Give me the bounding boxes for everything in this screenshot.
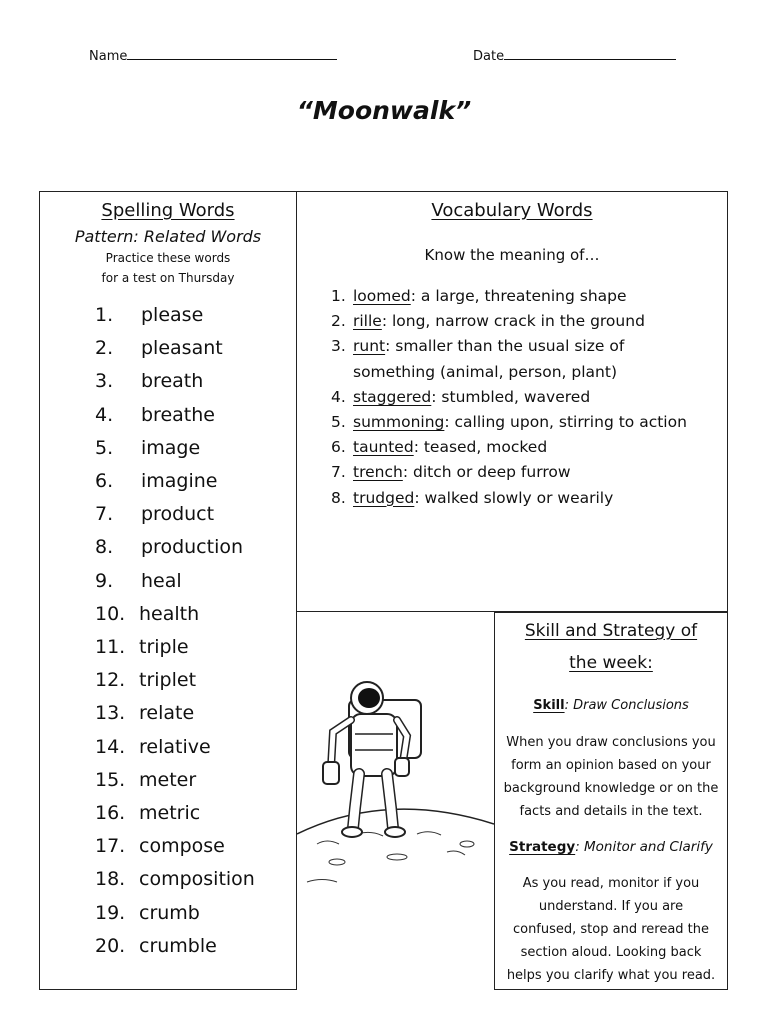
name-line[interactable]: [127, 48, 337, 60]
skill-text-line: background knowledge or on the: [503, 781, 719, 796]
strategy-text-line: section aloud. Looking back: [520, 945, 702, 960]
strategy-text-line: As you read, monitor if you: [522, 876, 700, 891]
spelling-item-number: 17.: [95, 835, 126, 858]
vocabulary-words-box: [296, 191, 728, 612]
vocabulary-word: trench: [353, 463, 403, 482]
vocabulary-item: [331, 463, 571, 481]
spelling-item-number: 15.: [95, 768, 126, 791]
spelling-item-word: relative: [139, 735, 211, 758]
vocabulary-word: trudged: [353, 488, 415, 507]
skill-value: : Draw Conclusions: [564, 698, 689, 713]
strategy-text-line: confused, stop and reread the: [512, 922, 710, 937]
vocabulary-word: summoning: [353, 413, 445, 431]
vocabulary-definition: : long, narrow crack in the ground: [381, 312, 645, 331]
vocabulary-heading: Vocabulary Words: [431, 200, 593, 221]
spelling-note-line2: for a test on Thursday: [101, 271, 235, 285]
spelling-item-word: triple: [139, 636, 189, 658]
spelling-item-word: health: [139, 602, 200, 625]
vocabulary-word: runt: [353, 337, 386, 356]
spelling-item-word: heal: [141, 569, 182, 592]
spelling-item-word: pleasant: [141, 337, 223, 360]
spelling-item-number: 6.: [95, 470, 114, 492]
spelling-item-number: 2.: [95, 337, 114, 360]
skill-heading-line1: Skill and Strategy of: [524, 621, 698, 641]
spelling-item-number: 4.: [95, 403, 114, 426]
strategy-description: [495, 872, 727, 987]
spelling-item-number: 1.: [95, 304, 114, 326]
vocabulary-item-number: 4.: [331, 387, 346, 406]
spelling-item-number: 14.: [95, 735, 126, 758]
vocabulary-definition: something (animal, person, plant): [353, 362, 617, 381]
vocabulary-definition: : stumbled, wavered: [431, 387, 591, 406]
skill-heading-line2: the week:: [569, 653, 653, 673]
spelling-item-number: 8.: [95, 536, 114, 559]
spelling-heading: Spelling Words: [101, 200, 235, 221]
page-title: “Moonwalk”: [296, 96, 472, 125]
spelling-item-word: composition: [139, 868, 255, 891]
vocabulary-definition: : ditch or deep furrow: [402, 463, 571, 482]
vocabulary-word: taunted: [353, 438, 414, 457]
vocabulary-item-number: 8.: [331, 488, 346, 507]
spelling-item-number: 3.: [95, 370, 114, 393]
strategy-text-line: helps you clarify what you read.: [506, 968, 716, 983]
name-field: [89, 48, 337, 64]
spelling-item-number: 11.: [95, 636, 126, 658]
vocabulary-item-number: 7.: [331, 463, 346, 482]
vocabulary-item-number: 6.: [331, 438, 346, 457]
vocabulary-item: [331, 388, 590, 406]
spelling-item-number: 19.: [95, 901, 126, 924]
vocabulary-word: rille: [353, 312, 382, 331]
vocabulary-definition: : smaller than the usual size of: [385, 337, 625, 356]
spelling-words-box: [39, 191, 297, 990]
spelling-item-word: breath: [141, 370, 204, 393]
spelling-item-number: 10.: [95, 602, 126, 625]
skill-strategy-box: [494, 612, 728, 990]
spelling-item-word: crumb: [139, 901, 200, 924]
spelling-item-word: relate: [139, 702, 195, 725]
spelling-item-word: product: [141, 503, 215, 526]
spelling-item-word: triplet: [139, 669, 197, 692]
strategy-line: [495, 839, 727, 855]
spelling-item-word: meter: [139, 768, 197, 791]
vocabulary-word: staggered: [353, 387, 432, 406]
skill-text-line: When you draw conclusions you: [506, 735, 716, 750]
vocabulary-item: [331, 413, 687, 431]
skill-description: [495, 731, 727, 823]
spelling-item-word: metric: [139, 802, 201, 824]
date-field: [473, 48, 676, 64]
spelling-item-word: breathe: [141, 403, 215, 426]
vocabulary-item: [331, 363, 617, 381]
spelling-item-word: production: [141, 536, 244, 559]
spelling-item-number: 18.: [95, 868, 126, 891]
vocabulary-item-number: 5.: [331, 413, 346, 431]
spelling-item-number: 7.: [95, 503, 114, 526]
vocabulary-definition: : a large, threatening shape: [410, 287, 627, 305]
vocabulary-intro: Know the meaning of…: [424, 246, 600, 264]
spelling-item-word: crumble: [139, 934, 217, 957]
vocabulary-definition: : walked slowly or wearily: [414, 488, 614, 507]
skill-text-line: facts and details in the text.: [519, 804, 703, 819]
vocabulary-definition: : teased, mocked: [413, 438, 548, 457]
vocabulary-item: [331, 312, 645, 330]
spelling-item-word: image: [141, 436, 201, 459]
vocabulary-item: [331, 438, 547, 456]
vocabulary-item: [331, 337, 624, 355]
spelling-item-number: 12.: [95, 669, 126, 692]
date-line[interactable]: [504, 48, 676, 60]
vocabulary-item-number: 1.: [331, 287, 346, 305]
spelling-item-number: 13.: [95, 702, 126, 725]
spelling-note-line1: Practice these words: [105, 251, 231, 265]
strategy-label: Strategy: [509, 839, 576, 855]
strategy-text-line: understand. If you are: [538, 899, 684, 914]
spelling-item-word: compose: [139, 835, 225, 858]
date-label: Date: [473, 49, 505, 64]
spelling-item-number: 16.: [95, 802, 126, 824]
vocabulary-definition: : calling upon, stirring to action: [444, 413, 687, 431]
skill-label: Skill: [533, 698, 565, 713]
vocabulary-word: loomed: [353, 287, 411, 305]
skill-text-line: form an opinion based on your: [511, 758, 711, 773]
spelling-item-word: please: [141, 304, 204, 326]
spelling-item-number: 5.: [95, 436, 114, 459]
spelling-item-word: imagine: [141, 470, 218, 492]
vocabulary-item: [331, 287, 627, 305]
skill-line: [495, 698, 727, 713]
vocabulary-item: [331, 489, 613, 507]
spelling-item-number: 20.: [95, 934, 126, 957]
astronaut-on-moon-icon: [297, 612, 494, 990]
spelling-pattern: Pattern: Related Words: [74, 227, 262, 246]
name-label: Name: [89, 49, 128, 64]
spelling-item-number: 9.: [95, 569, 114, 592]
vocabulary-item-number: 2.: [331, 312, 346, 331]
strategy-value: : Monitor and Clarify: [575, 839, 713, 855]
vocabulary-item-number: 3.: [331, 337, 346, 356]
